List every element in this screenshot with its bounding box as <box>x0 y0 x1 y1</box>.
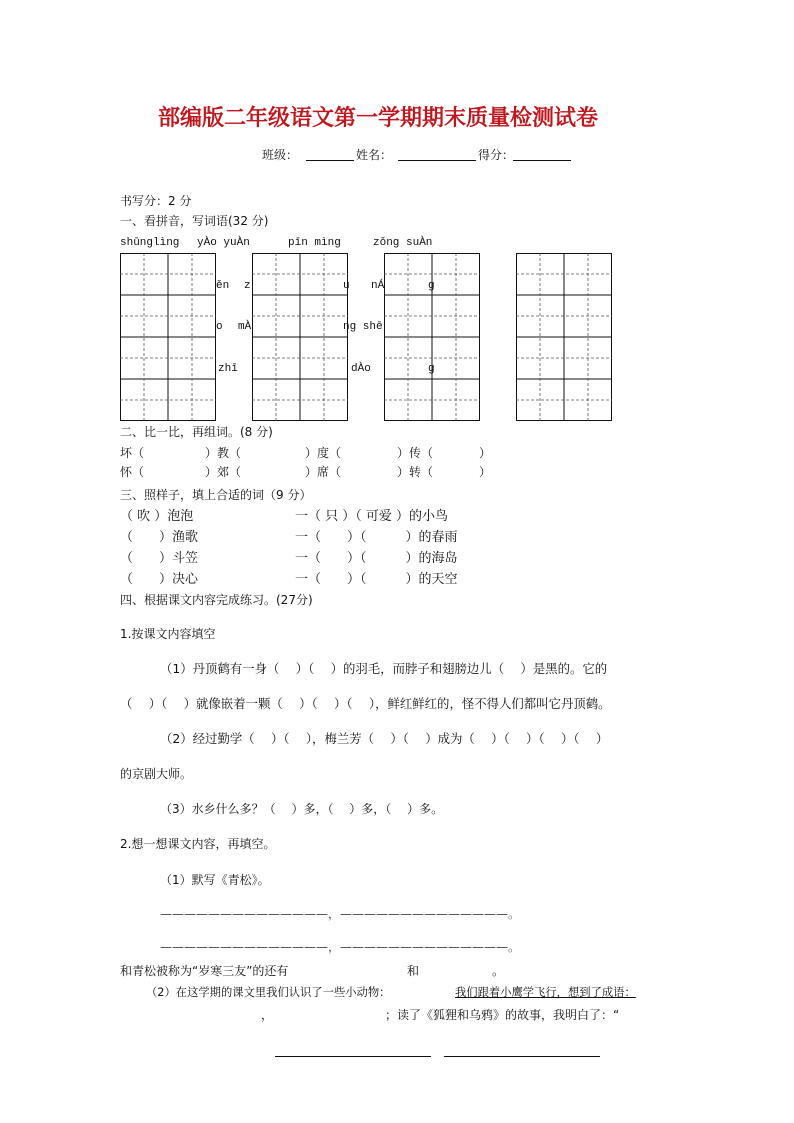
q1-2-line1: （2）经过勤学（ ）（ ），梅兰芳（ ）（ ）成为（ ）（ ）（ ）（ ） <box>160 731 609 746</box>
pattern-right-2: 一（ ）（ ）的春雨 <box>295 530 458 545</box>
compare-row2-b: ）郊（ <box>205 465 242 479</box>
char-grid-4[interactable] <box>516 253 612 421</box>
answer-blank-2[interactable] <box>444 1056 600 1057</box>
name-blank[interactable] <box>398 160 476 161</box>
pattern-left-1: （ 吹 ）泡泡 <box>120 509 194 524</box>
page-title: 部编版二年级语文第一学期期末质量检测试卷 <box>158 105 599 131</box>
q2-title: 2.想一想课文内容，再填空。 <box>120 837 276 851</box>
pinyin-fragment: u <box>343 280 350 292</box>
q1-3: （3）水乡什么多？（ ）多，（ ）多，（ ）多。 <box>160 802 444 816</box>
section4-heading: 四、根据课文内容完成练习。(27分) <box>120 593 313 607</box>
section3-heading: 三、照样子，填上合适的词（9 分） <box>120 488 312 502</box>
q2-2-line2: ；读了《狐狸和乌鸦》的故事，我明白了：“ <box>385 1008 620 1022</box>
pattern-right-1: 一（ 只 ）（ 可爱 ）的小鸟 <box>295 509 449 524</box>
pattern-left-2: （ ）渔歌 <box>120 530 199 545</box>
q1-1-line2: （ ）（ ）就像嵌着一颗（ ）（ ）（ ），鲜红鲜红的，怪不得人们都叫它丹顶鹤。 <box>120 696 611 711</box>
pattern-left-4: （ ）决心 <box>120 572 199 587</box>
q1-2-line2: 的京剧大师。 <box>120 767 193 781</box>
class-label: 班级： <box>262 148 299 162</box>
compare-row2-a: 怀（ <box>120 465 145 479</box>
pattern-right-3: 一（ ）（ ）的海岛 <box>295 551 458 566</box>
compare-row1-e: ） <box>479 446 492 460</box>
q2-1: （1）默写《青松》。 <box>160 873 270 887</box>
q1-title: 1.按课文内容填空 <box>120 627 216 641</box>
pinyin-fragment: g <box>428 363 435 375</box>
pinyin-2: yÀo yuÀn <box>197 237 250 249</box>
score-label: 得分： <box>478 148 515 162</box>
pattern-left-3: （ ）斗笠 <box>120 551 199 566</box>
pinyin-fragment: o <box>216 321 223 333</box>
section2-heading: 二、比一比，再组词。(8 分) <box>120 425 273 439</box>
answer-blank-1[interactable] <box>275 1056 431 1057</box>
compare-row2-d: ）转（ <box>397 465 434 479</box>
compare-row1-c: ）度（ <box>305 446 342 460</box>
compare-row1-a: 坏（ <box>120 446 145 460</box>
pinyin-3: pīn mìng <box>288 237 341 249</box>
friends-end: 。 <box>492 964 505 978</box>
char-grid-3[interactable] <box>384 253 480 421</box>
section1-heading: 一、看拼音，写词语(32 分) <box>120 214 269 228</box>
pinyin-fragment: ng shē <box>343 321 383 333</box>
compare-row1-d: ）传（ <box>397 446 434 460</box>
q2-2-line1-a: （2）在这学期的课文里我们认识了一些小动物： <box>146 986 391 999</box>
poem-line-1[interactable]: ——————————————，——————————————。 <box>160 907 521 921</box>
q2-2-line1-b: 我们跟着小鹰学飞行，想到了成语： <box>455 986 636 999</box>
class-blank[interactable] <box>306 160 354 161</box>
pinyin-fragment: ěn <box>216 280 230 292</box>
compare-row2-c: ）席（ <box>305 465 342 479</box>
pattern-right-4: 一（ ）（ ）的天空 <box>295 572 458 587</box>
char-grid-1[interactable] <box>120 253 216 421</box>
char-grid-2[interactable] <box>252 253 348 421</box>
compare-row2-e: ） <box>479 465 492 479</box>
pinyin-fragment: dÀo <box>351 363 371 375</box>
pinyin-4: zǒng suÀn <box>373 237 433 249</box>
pinyin-fragment: mÀ <box>238 321 252 333</box>
q2-2-comma: ， <box>261 1008 274 1022</box>
pinyin-fragment: g <box>428 280 435 292</box>
score-blank[interactable] <box>513 160 571 161</box>
friends-text: 和青松被称为“岁寒三友”的还有 <box>120 964 289 978</box>
friends-and: 和 <box>407 964 420 978</box>
pinyin-fragment: z <box>244 280 251 292</box>
handwriting-score: 书写分：2 分 <box>120 194 192 208</box>
name-label: 姓名： <box>356 148 393 162</box>
q1-1-line1: （1）丹顶鹤有一身（ ）（ ）的羽毛，而脖子和翅膀边儿（ ）是黑的。它的 <box>160 661 608 676</box>
compare-row1-b: ）教（ <box>205 446 242 460</box>
pinyin-fragment: zhī <box>218 363 238 375</box>
poem-line-2[interactable]: ——————————————，——————————————。 <box>160 940 521 954</box>
pinyin-1: shūnglìng <box>120 237 180 249</box>
pinyin-fragment: nÁ <box>371 280 385 292</box>
